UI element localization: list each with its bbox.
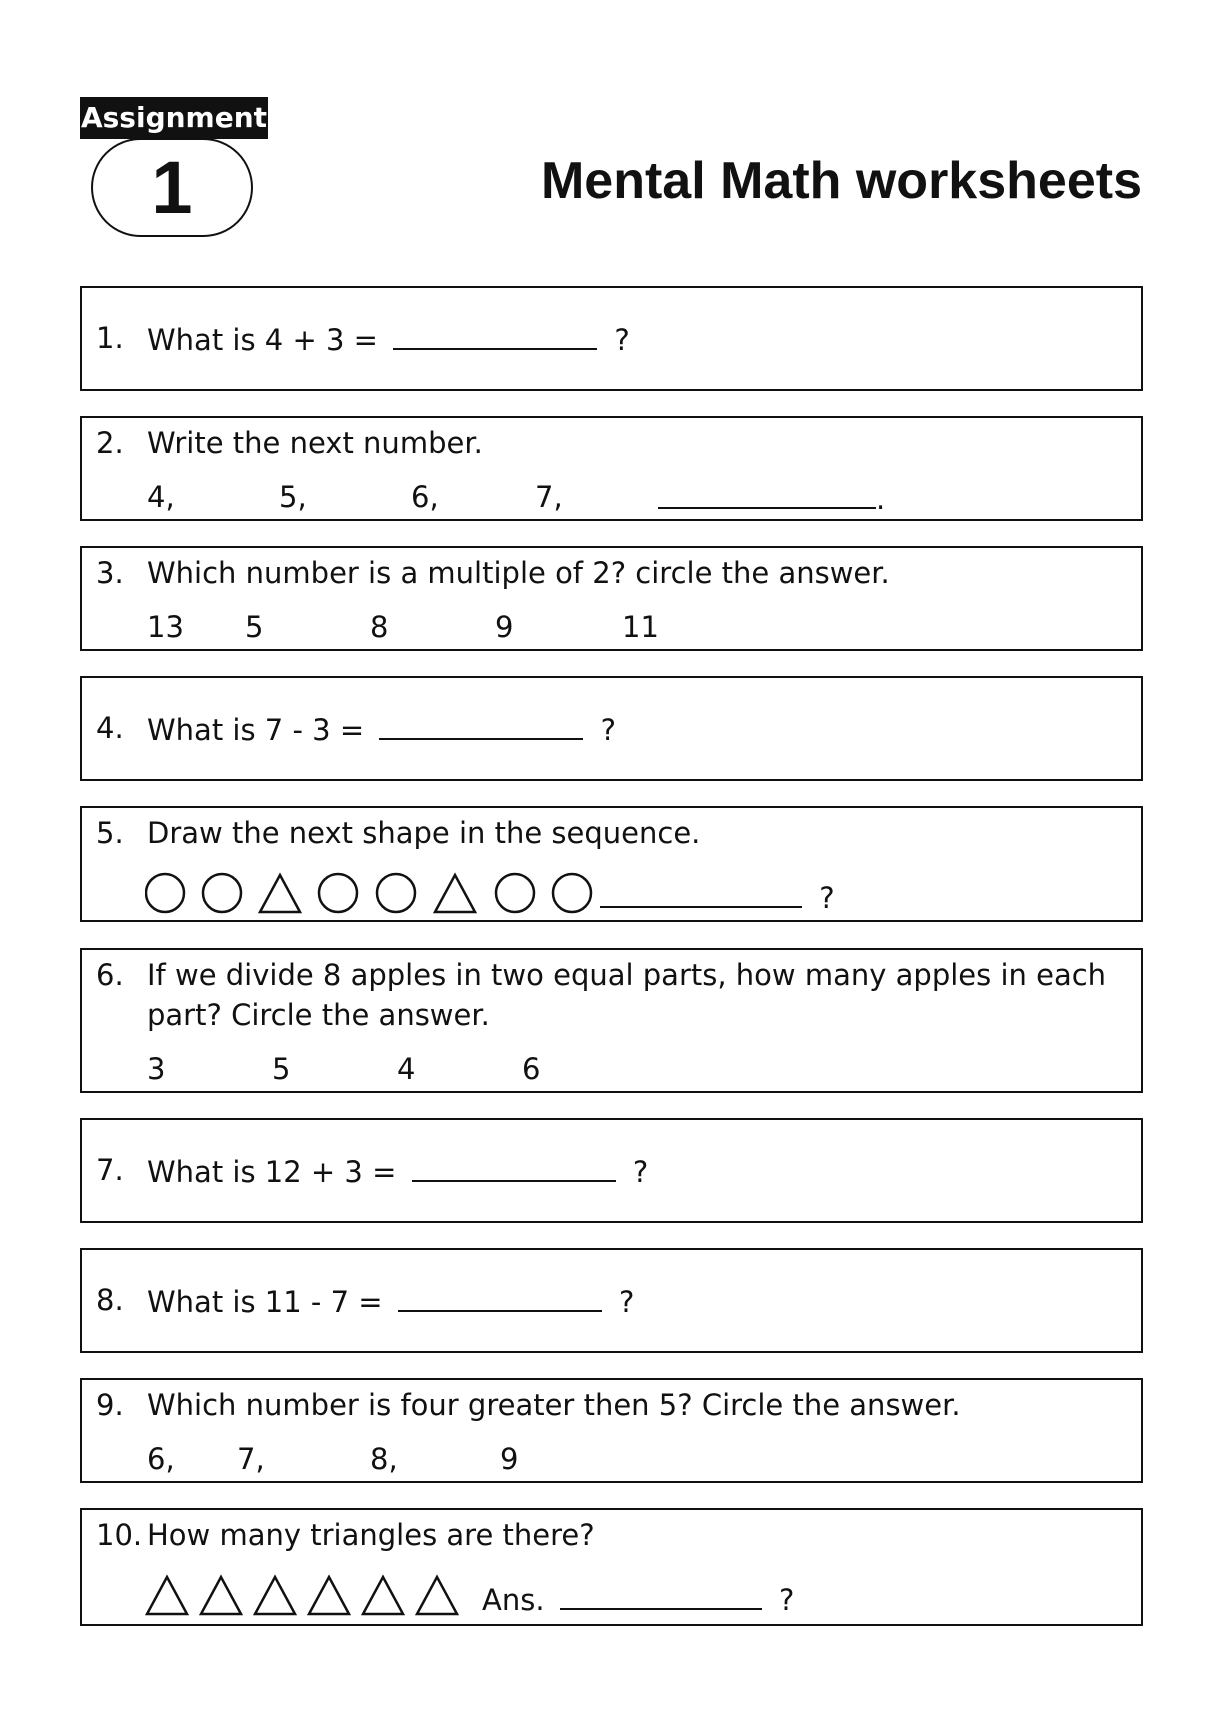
- question-10: [80, 1508, 1143, 1626]
- assignment-number: 1: [91, 138, 253, 237]
- option: 7,: [535, 480, 563, 514]
- triangle-shape: [435, 875, 475, 912]
- question-number: 6.: [96, 958, 124, 992]
- question-prompt: If we divide 8 apples in two equal parts, how many apples in each: [147, 958, 1107, 992]
- question-number: 3.: [96, 556, 124, 590]
- option[interactable]: 9: [495, 610, 514, 644]
- question-suffix: ?: [614, 323, 630, 357]
- question-prompt: Which number is a multiple of 2? circle the answer.: [147, 556, 890, 590]
- option[interactable]: 5: [272, 1052, 291, 1086]
- question-text: [147, 708, 616, 750]
- question-prompt: Write the next number.: [147, 426, 483, 460]
- triangle-shape: [201, 1577, 241, 1614]
- answer-label: Ans.: [482, 1583, 545, 1617]
- question-number: 7.: [96, 1153, 124, 1187]
- triangle-shape: [363, 1577, 403, 1614]
- answer-line: [658, 477, 885, 519]
- question-prompt: What is 12 + 3 =: [147, 1155, 397, 1189]
- question-7: [80, 1118, 1143, 1223]
- option: 4,: [147, 480, 175, 514]
- question-number: 2.: [96, 426, 124, 460]
- option[interactable]: 4: [397, 1052, 416, 1086]
- answer-line: [600, 876, 835, 918]
- answer-blank[interactable]: [398, 1280, 602, 1312]
- question-9: [80, 1378, 1143, 1483]
- assignment-badge: Assignment: [80, 97, 268, 139]
- question-suffix: ?: [619, 1285, 635, 1319]
- option[interactable]: 8: [370, 610, 389, 644]
- question-suffix: ?: [819, 881, 835, 915]
- option[interactable]: 8,: [370, 1442, 398, 1476]
- circle-shape: [496, 874, 534, 912]
- answer-blank[interactable]: [560, 1578, 762, 1610]
- triangle-shape: [417, 1577, 457, 1614]
- question-4: [80, 676, 1143, 781]
- question-number: 4.: [96, 711, 124, 745]
- answer-blank[interactable]: [658, 477, 876, 509]
- triangle-shape: [309, 1577, 349, 1614]
- question-number: 9.: [96, 1388, 124, 1422]
- option: 5,: [279, 480, 307, 514]
- triangle-group: [145, 1572, 475, 1618]
- circle-shape: [553, 874, 591, 912]
- option[interactable]: 6,: [147, 1442, 175, 1476]
- circle-shape: [203, 874, 241, 912]
- triangle-shape: [147, 1577, 187, 1614]
- question-6: [80, 948, 1143, 1093]
- question-5: [80, 806, 1143, 922]
- question-text: [147, 1280, 634, 1322]
- question-text: [147, 318, 630, 360]
- option: 6,: [411, 480, 439, 514]
- question-text: [147, 1150, 648, 1192]
- circle-shape: [319, 874, 357, 912]
- question-number: 5.: [96, 816, 124, 850]
- question-prompt: What is 11 - 7 =: [147, 1285, 383, 1319]
- option[interactable]: 3: [147, 1052, 166, 1086]
- question-suffix: .: [876, 482, 886, 516]
- option[interactable]: 7,: [237, 1442, 265, 1476]
- question-1: [80, 286, 1143, 391]
- question-prompt: How many triangles are there?: [147, 1518, 595, 1552]
- question-suffix: ?: [778, 1583, 795, 1617]
- answer-blank[interactable]: [393, 318, 597, 350]
- question-prompt: What is 4 + 3 =: [147, 323, 378, 357]
- answer-blank[interactable]: [379, 708, 583, 740]
- triangle-shape: [255, 1577, 295, 1614]
- question-suffix: ?: [632, 1155, 649, 1189]
- question-number: 1.: [96, 321, 124, 355]
- page-title: Mental Math worksheets: [540, 152, 1142, 210]
- question-2: [80, 416, 1143, 521]
- option[interactable]: 11: [622, 610, 659, 644]
- option[interactable]: 5: [245, 610, 264, 644]
- question-suffix: ?: [600, 713, 616, 747]
- option[interactable]: 6: [522, 1052, 541, 1086]
- question-3: [80, 546, 1143, 651]
- answer-line: [482, 1578, 794, 1620]
- triangle-shape: [260, 875, 300, 912]
- option[interactable]: 13: [147, 610, 184, 644]
- question-prompt: Draw the next shape in the sequence.: [147, 816, 701, 850]
- question-number: 10.: [96, 1518, 143, 1552]
- question-prompt: What is 7 - 3 =: [147, 713, 365, 747]
- question-number: 8.: [96, 1283, 124, 1317]
- circle-shape: [146, 874, 184, 912]
- answer-blank[interactable]: [600, 876, 802, 908]
- circle-shape: [377, 874, 415, 912]
- answer-blank[interactable]: [412, 1150, 616, 1182]
- option[interactable]: 9: [500, 1442, 519, 1476]
- question-8: [80, 1248, 1143, 1353]
- question-prompt: Which number is four greater then 5? Circle the answer.: [147, 1388, 961, 1422]
- question-prompt-continued: part? Circle the answer.: [147, 998, 490, 1032]
